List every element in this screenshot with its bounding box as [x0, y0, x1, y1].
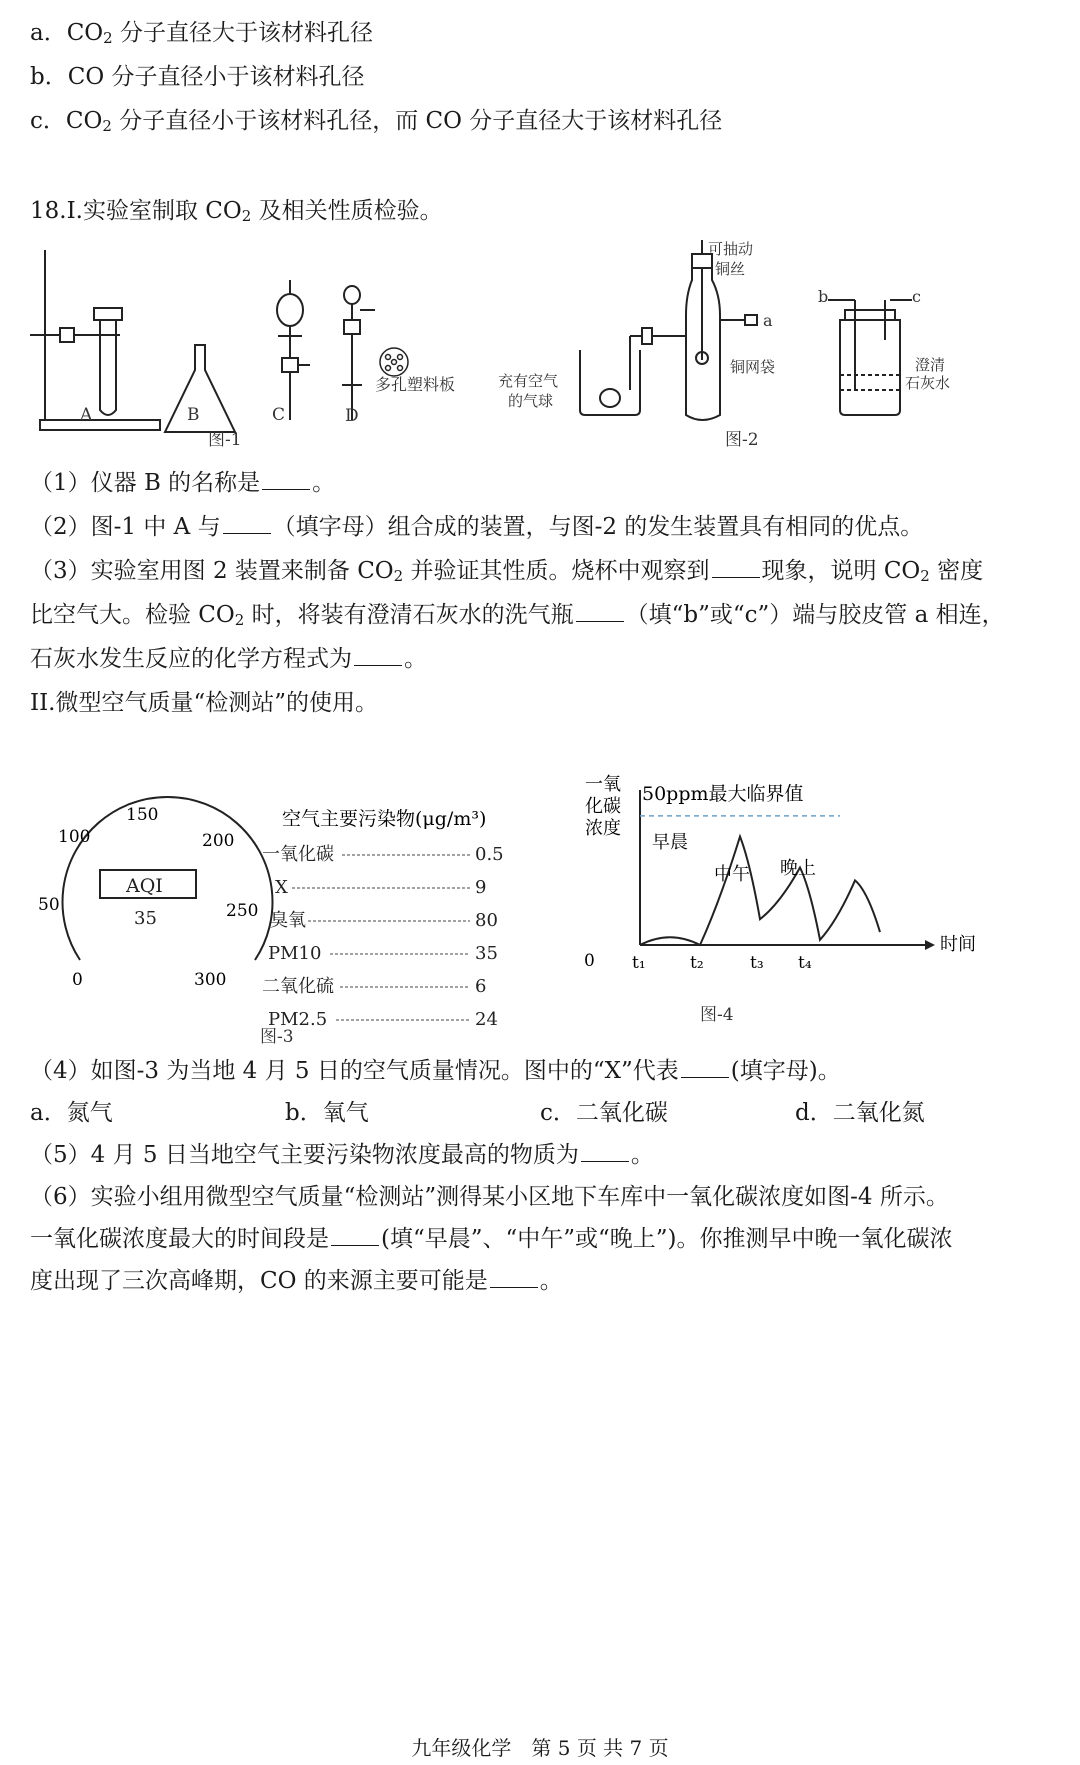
threshold-label: 50ppm最大临界值	[642, 783, 804, 805]
label-a: A	[80, 405, 93, 425]
x-tick-t2: t₂	[690, 953, 704, 973]
fig2-caption: 图-2	[725, 430, 759, 450]
gauge-tick-0: 0	[72, 970, 83, 990]
option-a: a．$CO_2$ 分子直径大于该材料孔径	[30, 20, 374, 47]
answer-blank-1[interactable]	[262, 469, 310, 490]
wire-label-1: 可抽动	[708, 240, 754, 258]
q18-title: 18.I.实验室制取 $CO_2$ 及相关性质检验。	[30, 198, 443, 225]
gauge-tick-300: 300	[194, 970, 227, 990]
bag-label: 铜网袋	[730, 358, 776, 376]
plate-label: 多孔塑料板	[375, 375, 456, 394]
x-tick-t4: t₄	[798, 953, 812, 973]
gauge-tick-50: 50	[38, 895, 60, 915]
wire-label-2: 铜丝	[715, 260, 746, 278]
gauge-tick-250: 250	[226, 901, 259, 921]
pollutant-value: 6	[475, 976, 487, 997]
page-footer: 九年级化学 第 5 页 共 7 页	[411, 1736, 669, 1760]
pollutant-name: 二氧化硫	[262, 976, 334, 997]
question-2: （2）图-1 中 A 与 （填字母）组合成的装置，与图-2 的发生装置具有相同的优点。	[30, 514, 924, 540]
question-4: （4）如图-3 为当地 4 月 5 日的空气质量情况。图中的“X”代表 (填字母)。	[30, 1058, 841, 1084]
figure-4-chart	[580, 770, 1060, 1050]
fig3-caption: 图-3	[260, 1027, 294, 1047]
separatory-funnel	[277, 280, 310, 420]
pollutant-name: 臭氧	[270, 910, 306, 931]
question-6-line-1: （6）实验小组用微型空气质量“检测站”测得某小区地下车库中一氧化碳浓度如图-4 所示。	[30, 1184, 949, 1210]
peak-label-noon: 中午	[714, 864, 750, 885]
label-b: B	[187, 405, 200, 425]
balloon-label-1: 充有空气	[498, 372, 559, 390]
pollutant-name: PM2.5	[268, 1009, 328, 1030]
figure-2	[498, 240, 1060, 470]
pollutant-value: 80	[475, 910, 498, 931]
x-tick-t3: t₃	[750, 953, 764, 973]
figure-3	[30, 780, 570, 1050]
y-axis-label-2: 化碳	[585, 796, 621, 817]
choice-b: b．氧气	[285, 1100, 369, 1126]
aqi-value: 35	[134, 908, 157, 929]
answer-blank-3a[interactable]	[712, 557, 760, 578]
fig1-caption: 图-1	[208, 430, 242, 450]
answer-blank-2[interactable]	[223, 513, 271, 534]
x-axis-label: 时间	[940, 934, 976, 955]
fig4-caption: 图-4	[700, 1005, 734, 1025]
answer-blank-5[interactable]	[581, 1141, 629, 1162]
label-c: C	[272, 405, 286, 425]
peak-label-morning: 早晨	[652, 832, 688, 853]
answer-blank-6b[interactable]	[490, 1267, 538, 1288]
gauge-tick-150: 150	[126, 805, 159, 825]
pollutant-name: 一氧化碳	[262, 844, 334, 865]
choice-a: a．氮气	[30, 1100, 113, 1126]
beaker-with-balloon	[580, 336, 640, 415]
aqi-label: AQI	[126, 875, 163, 897]
x-axis-arrow	[925, 940, 935, 950]
perforated-plate	[380, 348, 408, 376]
question-1: （1）仪器 B 的名称是 。	[30, 470, 336, 496]
pollutant-rows	[262, 844, 504, 1030]
option-b: b．CO 分子直径小于该材料孔径	[30, 64, 365, 90]
gauge-tick-100: 100	[58, 827, 91, 847]
label-d: D	[345, 406, 359, 426]
answer-blank-3b[interactable]	[576, 601, 624, 622]
answer-blank-6a[interactable]	[331, 1225, 379, 1246]
pollutant-value: 24	[475, 1009, 498, 1030]
long-neck-funnel-apparatus	[342, 286, 375, 420]
iron-stand-apparatus	[30, 250, 160, 430]
y-axis-label-3: 浓度	[585, 818, 621, 839]
question-3-line-1: （3）实验室用图 2 装置来制备 $CO_2$ 并验证其性质。烧杯中观察到 现象，说明 $CO_2$ 密度	[30, 558, 984, 585]
lime-label-1: 澄清	[915, 356, 946, 374]
question-5: （5）4 月 5 日当地空气主要污染物浓度最高的物质为 。	[30, 1142, 654, 1168]
gauge-tick-200: 200	[202, 831, 235, 851]
question-3-line-3: 石灰水发生反应的化学方程式为 。	[30, 646, 427, 672]
balloon-label-2: 的气球	[508, 392, 554, 410]
question-3-line-2: 比空气大。检验 $CO_2$ 时，将装有澄清石灰水的洗气瓶 （填“b”或“c”）端与胶皮管 a 相连，	[30, 602, 1005, 629]
pollutant-value: 35	[475, 943, 498, 964]
choice-c: c．二氧化碳	[540, 1100, 668, 1126]
pollutant-name: PM10	[268, 943, 322, 964]
port-b-label: b	[818, 287, 829, 306]
question-6-line-3: 度出现了三次高峰期，CO 的来源主要可能是 。	[30, 1268, 563, 1294]
figure-1	[30, 240, 530, 470]
conical-flask	[165, 345, 235, 432]
answer-blank-4[interactable]	[681, 1057, 729, 1078]
part-2-title: II.微型空气质量“检测站”的使用。	[30, 690, 378, 716]
pollutant-table-title: 空气主要污染物(μg/m³)	[282, 808, 487, 830]
y-axis-label-1: 一氧	[585, 774, 621, 795]
pollutant-value: 9	[475, 877, 487, 898]
pollutant-name: X	[275, 877, 288, 898]
answer-blank-3c[interactable]	[354, 645, 402, 666]
port-a-label: a	[763, 311, 773, 330]
origin-label: 0	[584, 951, 595, 971]
pollutant-value: 0.5	[475, 844, 504, 865]
lime-label-2: 石灰水	[905, 374, 951, 392]
aqi-gauge-arc	[63, 797, 273, 960]
port-c-label: c	[912, 287, 921, 306]
choice-d: d．二氧化氮	[795, 1100, 925, 1126]
wash-bottle	[828, 300, 912, 415]
question-6-line-2: 一氧化碳浓度最大的时间段是 (填“早晨”、“中午”或“晚上”)。你推测早中晚一氧化碳浓	[30, 1226, 953, 1252]
x-tick-t1: t₁	[632, 953, 646, 973]
peak-label-evening: 晚上	[780, 858, 816, 879]
option-c: c．$CO_2$ 分子直径小于该材料孔径，而 CO 分子直径大于该材料孔径	[30, 108, 723, 135]
